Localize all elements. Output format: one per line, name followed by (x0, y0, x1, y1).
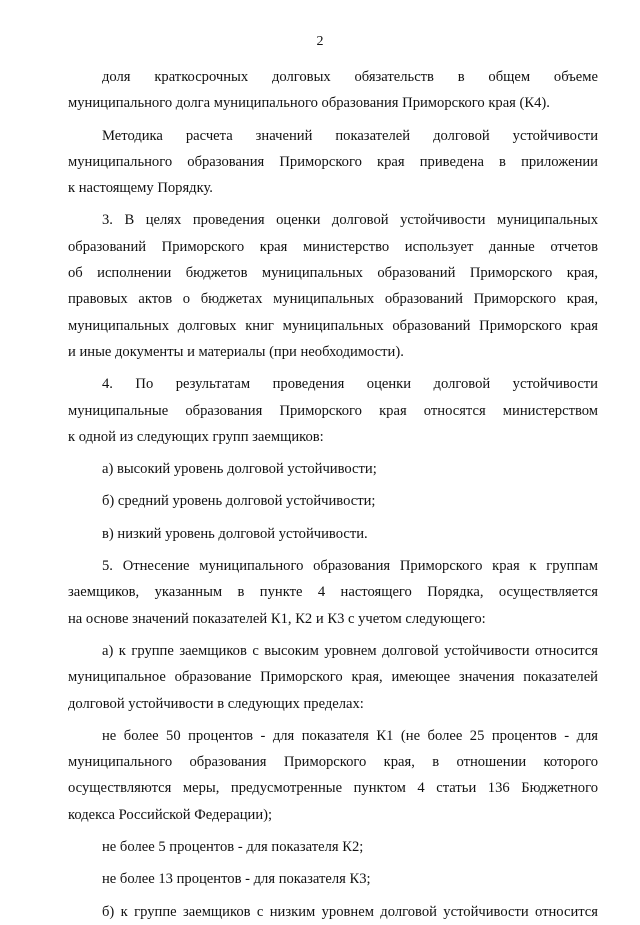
paragraph-high-group (68, 638, 598, 717)
text-line: 5. Отнесение муниципального образования Приморского края к группам (102, 558, 598, 575)
paragraph-item-5 (68, 553, 598, 632)
text-line: к одной из следующих групп заемщиков: (68, 428, 324, 445)
text-line: кодекса Российской Федерации); (68, 806, 273, 823)
text-line: б) к группе заемщиков с низким уровнем долговой устойчивости относится (102, 903, 598, 920)
paragraph-item-4 (68, 371, 598, 450)
text-line: к настоящему Порядку. (68, 180, 213, 197)
document-body (68, 64, 598, 925)
text-line: доля краткосрочных долговых обязательств в общем объеме (102, 69, 598, 85)
text-line: 3. В целях проведения оценки долговой устойчивости муниципальных (102, 212, 598, 229)
list-item-a (68, 456, 598, 482)
text-line: долговой устойчивости в следующих пределах: (68, 695, 364, 712)
text-line: муниципального долга муниципального образования Приморского края (К4). (68, 95, 550, 112)
text-line: а) высокий уровень долговой устойчивости; (102, 461, 377, 478)
paragraph-methodology (68, 123, 598, 202)
text-line: а) к группе заемщиков с высоким уровнем долговой устойчивости относится (102, 642, 598, 659)
paragraph-k4 (68, 64, 598, 117)
text-line: об исполнении бюджетов муниципальных образований Приморского края, (68, 265, 598, 282)
text-line: Методика расчета значений показателей долговой устойчивости (102, 127, 598, 144)
text-line: муниципальные образования Приморского края относятся министерством (68, 402, 598, 419)
text-line: не более 50 процентов - для показателя К1 (не более 25 процентов - для (102, 727, 598, 744)
paragraph-item-3 (68, 207, 598, 365)
text-line: образований Приморского края министерство использует данные отчетов (68, 238, 598, 255)
list-item-v (68, 521, 598, 547)
paragraph-k2-limit (68, 834, 598, 860)
text-line: муниципальных долговых книг муниципальных образований Приморского края (68, 317, 598, 334)
text-line: в) низкий уровень долговой устойчивости. (102, 525, 368, 542)
list-item-b (68, 488, 598, 514)
text-line: муниципального образования Приморского края, в отношении которого (68, 754, 598, 771)
page-number: 2 (316, 34, 324, 49)
text-line: правовых актов о бюджетах муниципальных образований Приморского края, (68, 291, 598, 308)
text-line: б) средний уровень долговой устойчивости; (102, 493, 376, 510)
text-line: не более 13 процентов - для показателя К3; (102, 871, 371, 888)
text-line: муниципального образования Приморского края приведена в приложении (68, 153, 598, 170)
text-line: 4. По результатам проведения оценки долговой устойчивости (102, 376, 598, 393)
text-line: осуществляются меры, предусмотренные пунктом 4 статьи 136 Бюджетного (68, 780, 598, 797)
text-line: и иные документы и материалы (при необходимости). (68, 343, 404, 360)
paragraph-k1-limit (68, 723, 598, 828)
paragraph-low-group (68, 899, 598, 925)
text-line: заемщиков, указанным в пункте 4 настоящего Порядка, осуществляется (68, 584, 598, 601)
text-line: не более 5 процентов - для показателя К2; (102, 839, 364, 856)
text-line: на основе значений показателей К1, К2 и К3 с учетом следующего: (68, 610, 486, 627)
text-line: муниципальное образование Приморского края, имеющее значения показателей (68, 669, 598, 686)
paragraph-k3-limit (68, 866, 598, 892)
